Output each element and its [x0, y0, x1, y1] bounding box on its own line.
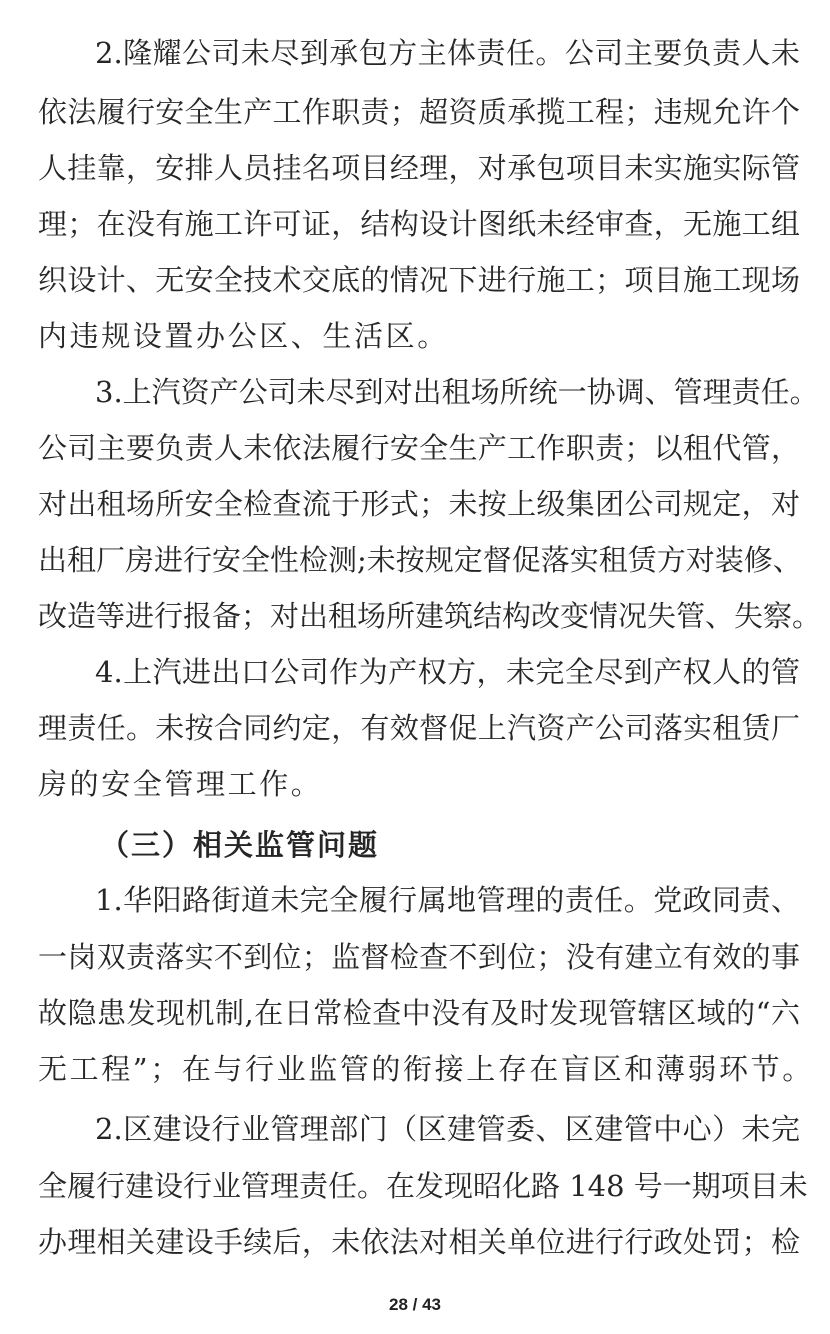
paragraph-line: 理；在没有施工许可证，结构设计图纸未经审查，无施工组: [38, 207, 800, 241]
paragraph-line: 内违规设置办公区、生活区。: [38, 319, 449, 353]
paragraph-line: 1.华阳路街道未完全履行属地管理的责任。党政同责、: [95, 883, 800, 917]
paragraph-line: 办理相关建设手续后，未依法对相关单位进行行政处罚；检: [38, 1225, 800, 1259]
paragraph-line: 公司主要负责人未依法履行安全生产工作职责；以租代管，: [38, 431, 800, 465]
paragraph-line: 全履行建设行业管理责任。在发现昭化路 148 号一期项目未: [38, 1169, 808, 1203]
paragraph-line: 织设计、无安全技术交底的情况下进行施工；项目施工现场: [38, 263, 800, 297]
paragraph-line: 故隐患发现机制,在日常检查中没有及时发现管辖区域的“六: [38, 996, 800, 1030]
paragraph-line: 2.隆耀公司未尽到承包方主体责任。公司主要负责人未: [95, 36, 800, 70]
paragraph-line: 对出租场所安全检查流于形式；未按上级集团公司规定，对: [38, 487, 800, 521]
paragraph-line: 一岗双责落实不到位；监督检查不到位；没有建立有效的事: [38, 940, 800, 974]
paragraph-line: 3.上汽资产公司未尽到对出租场所统一协调、管理责任。: [95, 375, 819, 409]
paragraph-line: 人挂靠，安排人员挂名项目经理，对承包项目未实施实际管: [38, 151, 800, 185]
section-heading: （三）相关监管问题: [100, 828, 380, 862]
paragraph-line: 改造等进行报备；对出租场所建筑结构改变情况失管、失察。: [38, 599, 822, 633]
paragraph-line: 依法履行安全生产工作职责；超资质承揽工程；违规允许个: [38, 95, 800, 129]
paragraph-line: 出租厂房进行安全性检测;未按规定督促落实租赁方对装修、: [38, 543, 802, 577]
page-number: 28 / 43: [389, 1295, 441, 1314]
paragraph-line: 理责任。未按合同约定，有效督促上汽资产公司落实租赁厂: [38, 711, 800, 745]
paragraph-line: 4.上汽进出口公司作为产权方，未完全尽到产权人的管: [95, 655, 800, 689]
paragraph-line: 房的安全管理工作。: [38, 767, 323, 801]
paragraph-line: 无工程”；在与行业监管的衔接上存在盲区和薄弱环节。: [38, 1052, 814, 1086]
paragraph-line: 2.区建设行业管理部门（区建管委、区建管中心）未完: [95, 1112, 800, 1146]
